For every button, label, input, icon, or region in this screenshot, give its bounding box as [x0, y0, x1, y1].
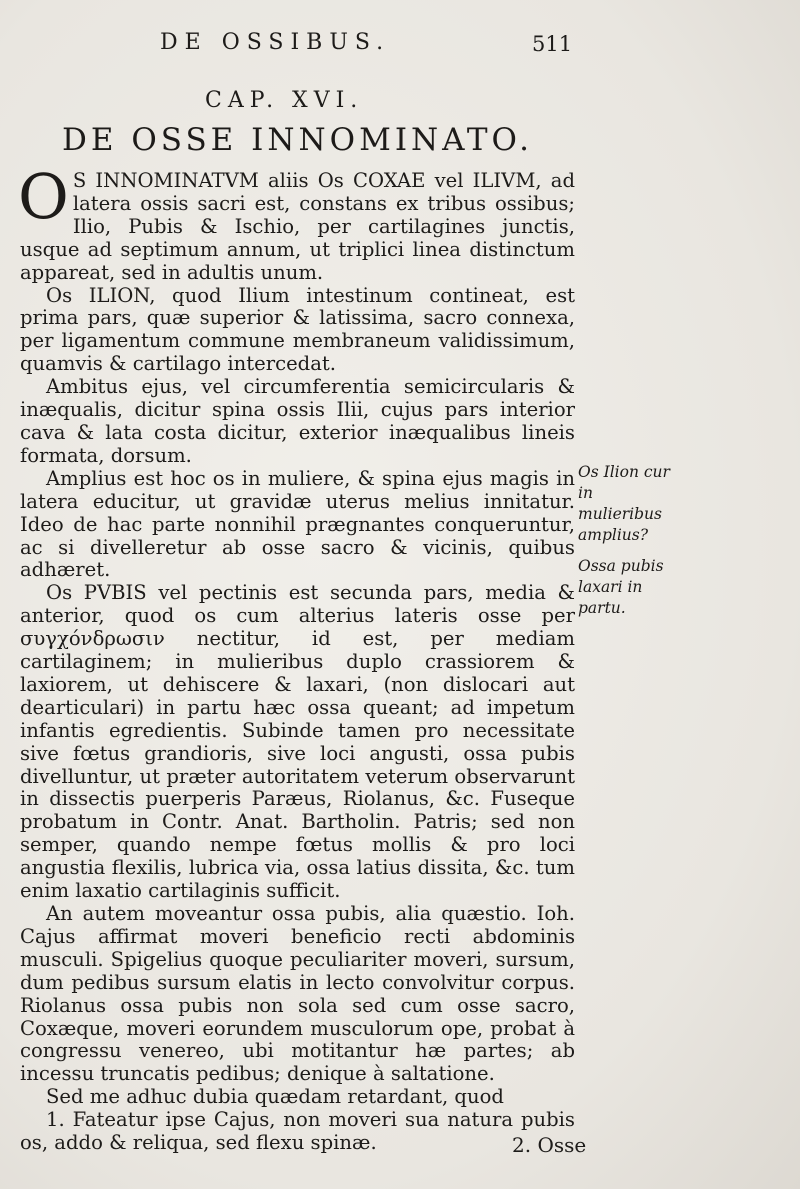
paragraph-6: An autem moveantur ossa pubis, alia quæstio. Ioh. Cajus affirmat moveri beneficio recti abdominis musculi. Spigelius quoque peculiariter moveri, sursum, dum pedibus sursum elatis in lecto convolvitur corpus. Riolanus ossa pubis non sola sed cum osse sacro, Coxæque, moveri eorundem musculorum ope, probat à congressu venereo, ubi motitantur hæ partes; ab incessu truncatis pedibus; denique à saltatione.	[20, 902, 575, 1086]
paragraph-5: Os PVBIS vel pectinis est secunda pars, media & anterior, quod os cum alterius lateris osse per συγχόνδρωσιν nectitur, id est, per mediam cartilaginem; in mulieribus duplo crassiorem & laxiorem, ut dehiscere & laxari, (non dislocari aut dearticulari) in partu hæc ossa queant; ad impetum infantis egredientis. Subinde tamen pro necessitate sive fœtus grandioris, sive loci angusti, ossa pubis divelluntur, ut præter autoritatem veterum observarunt in dissectis puerperis Paræus, Riolanus, &c. Fuseque probatum in Contr. Anat. Bartholin. Patris; sed non semper, quando nempe fœtus mollis & pro loci angustia flexilis, lubrica via, ossa latius dissita, &c. tum enim laxatio cartilaginis sufficit.	[20, 581, 575, 903]
chapter-title: DE OSSE INNOMINATO.	[62, 122, 534, 158]
margin-note-pubis: Ossa pubis laxari in partu.	[578, 557, 664, 617]
drop-cap: O	[18, 160, 69, 233]
catchword: 2. Osse	[512, 1133, 587, 1157]
body-text	[18, 160, 575, 1155]
paragraph-8: 1. Fateatur ipse Cajus, non moveri sua natura pubis os, addo & reliqua, sed flexu spinæ.	[20, 1108, 575, 1155]
paragraph-7: Sed me adhuc dubia quædam retardant, quod	[46, 1085, 504, 1109]
margin-note-ilion: Os Ilion cur in mulieribus amplius?	[578, 463, 670, 544]
chapter-number: CAP. XVI.	[205, 88, 364, 113]
page-number: 511	[532, 32, 573, 56]
running-head: DE OSSIBUS.	[160, 30, 391, 55]
paragraph-2: Os ILION, quod Ilium intestinum contineat, est prima pars, quæ superior & latissima, sacro connexa, per ligamentum commune membraneum validissimum, quamvis & cartilago intercedat.	[20, 283, 575, 376]
paragraph-3: Ambitus ejus, vel circumferentia semicircularis & inæqualis, dicitur spina ossis Ilii, cujus pars interior cava & lata costa dicitur, exterior inæqualibus lineis formata, dorsum.	[20, 375, 575, 467]
paragraph-1	[18, 160, 575, 285]
paragraph-1-text: S INNOMINATVM aliis Os COXAE vel ILIVM, ad latera ossis sacri est, constans ex tribus ossibus; Ilio, Pubis & Ischio, per cartilagines junctis, usque ad septimum annum, ut triplici linea distinctum appareat, sed in adultis unum.	[20, 169, 575, 284]
paragraph-4: Amplius est hoc os in muliere, & spina ejus magis in latera educitur, ut gravidæ uterus melius innitatur. Ideo de hac parte nonnihil prægnantes conqueruntur, ac si divelleretur ab osse sacro & vicinis, quibus adhæret.	[20, 466, 575, 582]
